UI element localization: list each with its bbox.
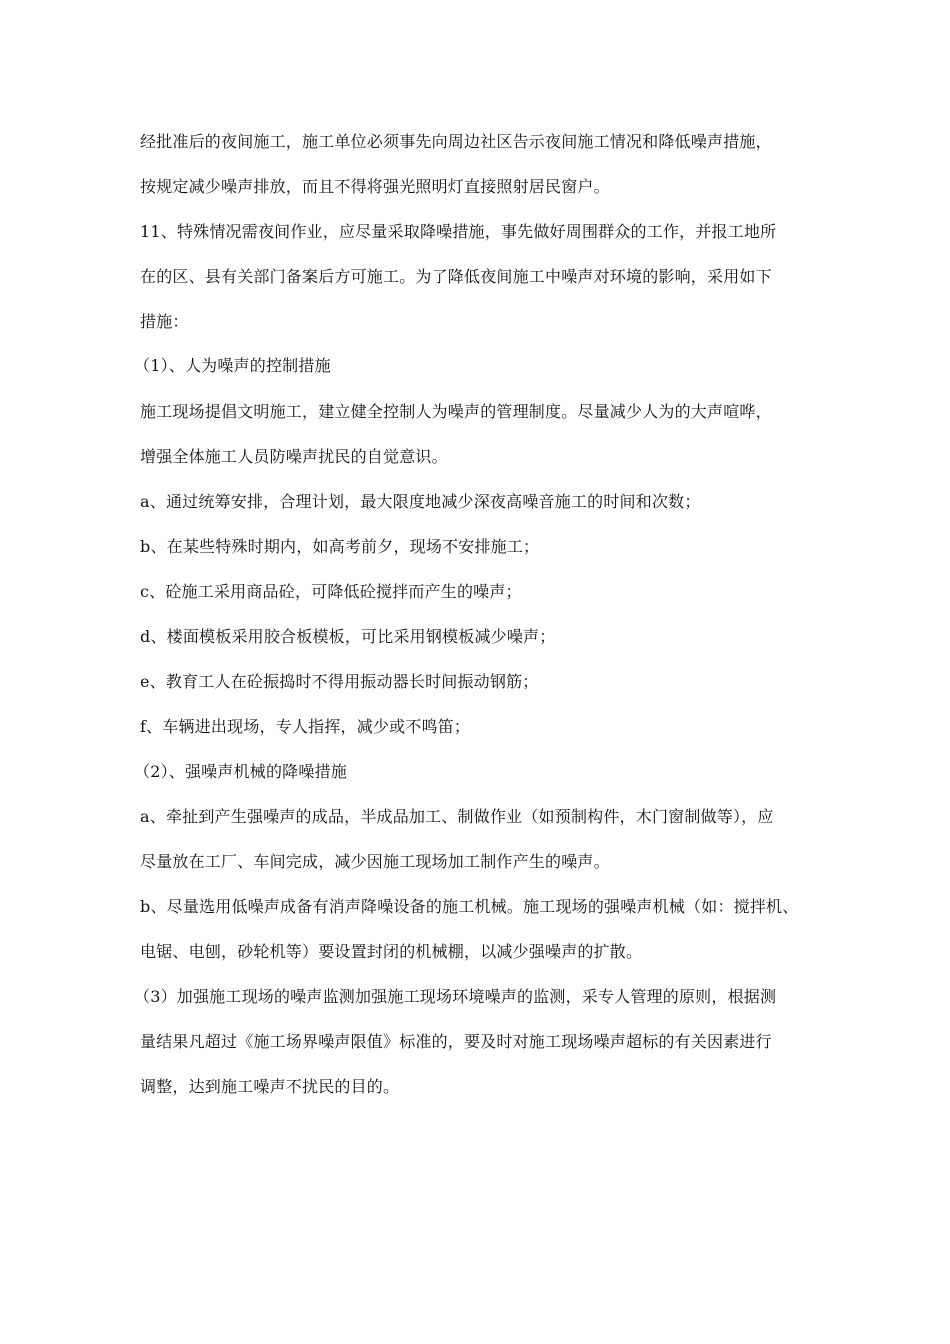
text-line: 在的区、县有关部门备案后方可施工。为了降低夜间施工中噪声对环境的影响，采用如下	[140, 267, 772, 286]
text-line: 经批准后的夜间施工，施工单位必须事先向周边社区告示夜间施工情况和降低噪声措施，	[140, 132, 772, 151]
text-line: 按规定减少噪声排放，而且不得将强光照明灯直接照射居民窗户。	[140, 177, 610, 196]
list-item: b、在某些特殊时期内，如高考前夕，现场不安排施工；	[140, 537, 540, 556]
text-line: 11、特殊情况需夜间作业，应尽量采取降噪措施，事先做好周围群众的工作，并报工地所	[140, 222, 777, 241]
text-line: 调整，达到施工噪声不扰民的目的。	[140, 1077, 400, 1096]
text-line: 措施：	[140, 312, 189, 331]
section-heading: （2）、强噪声机械的降噪措施	[134, 762, 347, 781]
list-item: b、尽量选用低噪声成备有消声降噪设备的施工机械。施工现场的强噪声机械（如：搅拌机、	[140, 897, 799, 916]
list-item: a、牵扯到产生强噪声的成品，半成品加工、制做作业（如预制构件，木门窗制做等），应	[140, 807, 774, 826]
text-line: 增强全体施工人员防噪声扰民的自觉意识。	[140, 447, 448, 466]
text-line: 尽量放在工厂、车间完成，减少因施工现场加工制作产生的噪声。	[140, 852, 610, 871]
section-heading: （1）、人为噪声的控制措施	[134, 356, 331, 375]
text-line: 电锯、电刨，砂轮机等）要设置封闭的机械棚，以减少强噪声的扩散。	[140, 942, 643, 961]
text-line: 施工现场提倡文明施工，建立健全控制人为噪声的管理制度。尽量减少人为的大声喧哗，	[140, 402, 772, 421]
list-item: a、通过统筹安排，合理计划，最大限度地减少深夜高噪音施工的时间和次数；	[140, 492, 701, 511]
section-heading: （3）加强施工现场的噪声监测加强施工现场环境噪声的监测，采专人管理的原则，根据测	[134, 987, 777, 1006]
list-item: c、砼施工采用商品砼，可降低砼搅拌而产生的噪声；	[140, 582, 522, 601]
list-item: d、楼面模板采用胶合板模板，可比采用钢模板减少噪声；	[140, 627, 556, 646]
text-line: 量结果凡超过《施工场界噪声限值》标准的，要及时对施工现场噪声超标的有关因素进行	[140, 1032, 772, 1051]
list-item: e、教育工人在砼振捣时不得用振动器长时间振动钢筋；	[140, 672, 539, 691]
list-item: f、车辆进出现场，专人指挥，减少或不鸣笛；	[140, 717, 471, 736]
